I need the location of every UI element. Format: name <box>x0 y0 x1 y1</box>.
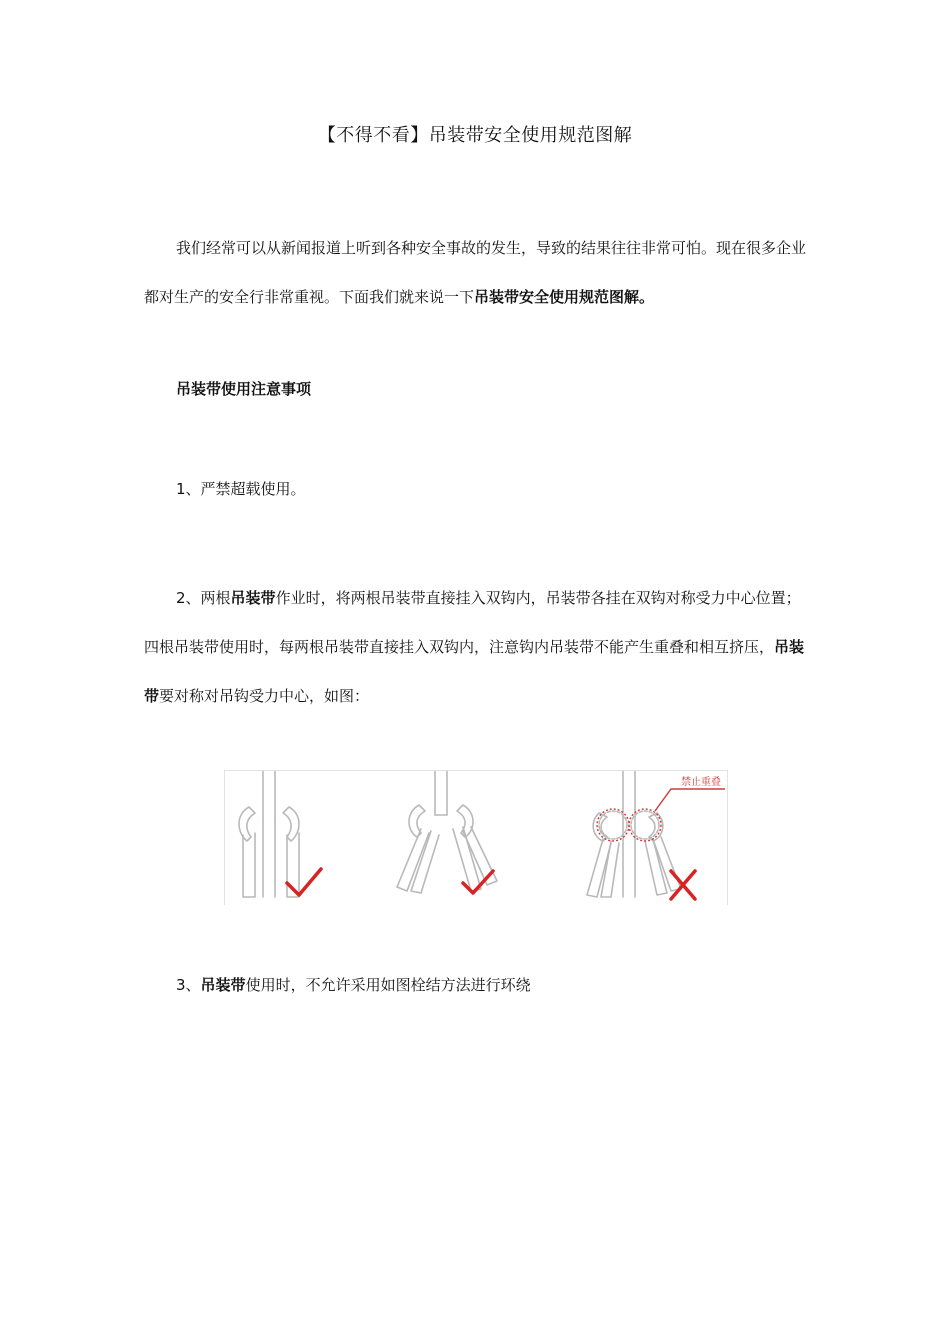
panel-2-hook <box>397 771 497 893</box>
intro-paragraph <box>144 224 808 322</box>
item-2-text-c: 要对称对吊钩受力中心，如图： <box>159 687 370 705</box>
item-3 <box>176 973 840 997</box>
check-icon <box>287 869 321 895</box>
item-2-text-a: 2、两根 <box>176 589 231 607</box>
item-2 <box>144 574 808 721</box>
intro-text: 我们经常可以从新闻报道上听到各种安全事故的发生，导致的结果往往非常可怕。现在很多企业都对生产的安全行非常重视。下面我们就来说一下 <box>144 239 807 306</box>
overlap-warning-label: 禁止重叠 <box>681 777 721 788</box>
item-2-bold-a: 吊装带 <box>230 589 276 607</box>
item-2-text-b: 作业时，将两根吊装带直接挂入双钩内，吊装带各挂在双钩对称受力中心位置；四根吊装带使用时，每两根吊装带直接挂入双钩内，注意钩内吊装带不能产生重叠和相互挤压， <box>144 589 801 656</box>
item-3-bold: 吊装带 <box>200 976 246 994</box>
item-1: 1、严禁超载使用。 <box>176 480 306 498</box>
item-3-text-a: 3、 <box>176 976 201 994</box>
cross-icon <box>671 871 695 899</box>
intro-bold: 吊装带安全使用规范图解。 <box>474 288 655 306</box>
item-2-bold-b: 吊装带 <box>144 638 805 705</box>
page-title: 【不得不看】吊装带安全使用规范图解 <box>317 125 633 146</box>
panel-3-hook <box>587 771 681 897</box>
section-heading: 吊装带使用注意事项 <box>176 380 312 398</box>
check-icon <box>463 871 493 893</box>
panel-1-hook <box>239 771 299 897</box>
sling-hook-figure <box>224 770 728 905</box>
item-3-text-b: 使用时，不允许采用如图栓结方法进行环绕 <box>245 976 531 994</box>
figure-illustration <box>225 771 727 905</box>
overlap-callout-line <box>655 789 725 811</box>
